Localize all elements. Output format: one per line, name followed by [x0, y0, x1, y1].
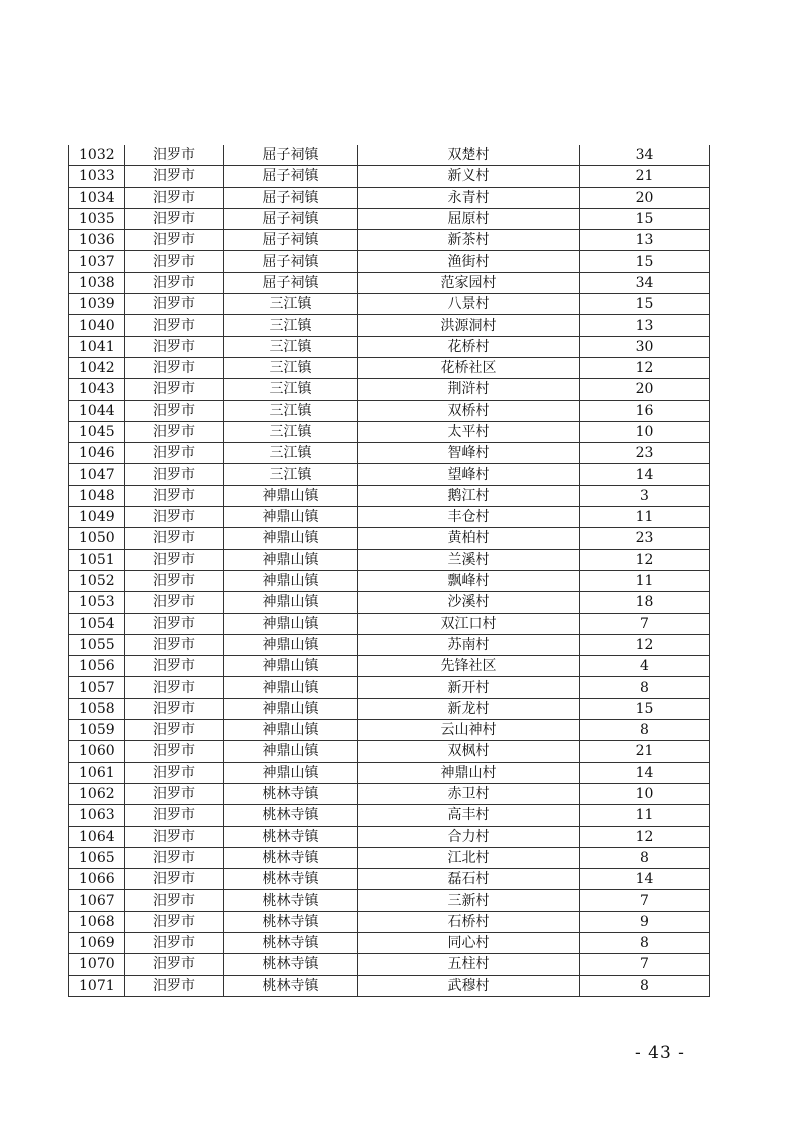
- town-cell: 桃林寺镇: [224, 975, 358, 996]
- table-row: [69, 145, 710, 166]
- count-cell: 15: [580, 208, 710, 229]
- row-number-cell: 1065: [69, 847, 125, 868]
- town-cell: 神鼎山镇: [224, 741, 358, 762]
- row-number-cell: 1066: [69, 869, 125, 890]
- row-number-cell: 1039: [69, 294, 125, 315]
- count-cell: 7: [580, 954, 710, 975]
- city-cell: 汨罗市: [125, 379, 224, 400]
- table-row: [69, 634, 710, 655]
- count-cell: 14: [580, 869, 710, 890]
- village-cell: 范家园村: [358, 272, 580, 293]
- table-row: [69, 507, 710, 528]
- town-cell: 神鼎山镇: [224, 592, 358, 613]
- city-cell: 汨罗市: [125, 634, 224, 655]
- village-cell: 望峰村: [358, 464, 580, 485]
- town-cell: 神鼎山镇: [224, 507, 358, 528]
- city-cell: 汨罗市: [125, 400, 224, 421]
- city-cell: 汨罗市: [125, 677, 224, 698]
- village-cell: 双桥村: [358, 400, 580, 421]
- city-cell: 汨罗市: [125, 720, 224, 741]
- count-cell: 12: [580, 634, 710, 655]
- village-cell: 花桥社区: [358, 357, 580, 378]
- count-cell: 7: [580, 890, 710, 911]
- table-row: [69, 315, 710, 336]
- table-row: [69, 187, 710, 208]
- town-cell: 神鼎山镇: [224, 762, 358, 783]
- count-cell: 9: [580, 911, 710, 932]
- town-cell: 三江镇: [224, 400, 358, 421]
- count-cell: 11: [580, 507, 710, 528]
- row-number-cell: 1036: [69, 230, 125, 251]
- row-number-cell: 1046: [69, 443, 125, 464]
- village-cell: 武穆村: [358, 975, 580, 996]
- count-cell: 21: [580, 166, 710, 187]
- village-table: [68, 145, 710, 997]
- table-row: [69, 421, 710, 442]
- town-cell: 屈子祠镇: [224, 187, 358, 208]
- town-cell: 神鼎山镇: [224, 720, 358, 741]
- count-cell: 15: [580, 251, 710, 272]
- row-number-cell: 1061: [69, 762, 125, 783]
- village-cell: 五柱村: [358, 954, 580, 975]
- row-number-cell: 1070: [69, 954, 125, 975]
- city-cell: 汨罗市: [125, 954, 224, 975]
- row-number-cell: 1054: [69, 613, 125, 634]
- table-row: [69, 975, 710, 996]
- town-cell: 桃林寺镇: [224, 911, 358, 932]
- count-cell: 34: [580, 272, 710, 293]
- city-cell: 汨罗市: [125, 421, 224, 442]
- table-row: [69, 869, 710, 890]
- village-cell: 荆浒村: [358, 379, 580, 400]
- row-number-cell: 1047: [69, 464, 125, 485]
- town-cell: 屈子祠镇: [224, 145, 358, 166]
- village-cell: 石桥村: [358, 911, 580, 932]
- city-cell: 汨罗市: [125, 741, 224, 762]
- village-cell: 黄柏村: [358, 528, 580, 549]
- count-cell: 21: [580, 741, 710, 762]
- table-row: [69, 890, 710, 911]
- village-cell: 兰溪村: [358, 549, 580, 570]
- city-cell: 汨罗市: [125, 166, 224, 187]
- town-cell: 神鼎山镇: [224, 570, 358, 591]
- table-row: [69, 720, 710, 741]
- city-cell: 汨罗市: [125, 507, 224, 528]
- row-number-cell: 1067: [69, 890, 125, 911]
- row-number-cell: 1059: [69, 720, 125, 741]
- table-row: [69, 677, 710, 698]
- table-row: [69, 762, 710, 783]
- town-cell: 神鼎山镇: [224, 634, 358, 655]
- town-cell: 屈子祠镇: [224, 166, 358, 187]
- village-cell: 同心村: [358, 932, 580, 953]
- count-cell: 18: [580, 592, 710, 613]
- row-number-cell: 1064: [69, 826, 125, 847]
- city-cell: 汨罗市: [125, 357, 224, 378]
- table-row: [69, 230, 710, 251]
- row-number-cell: 1043: [69, 379, 125, 400]
- town-cell: 三江镇: [224, 421, 358, 442]
- count-cell: 13: [580, 230, 710, 251]
- count-cell: 4: [580, 656, 710, 677]
- row-number-cell: 1038: [69, 272, 125, 293]
- table-row: [69, 485, 710, 506]
- city-cell: 汨罗市: [125, 187, 224, 208]
- row-number-cell: 1068: [69, 911, 125, 932]
- page-number: - 43 -: [635, 1043, 685, 1063]
- count-cell: 14: [580, 464, 710, 485]
- table-row: [69, 528, 710, 549]
- row-number-cell: 1040: [69, 315, 125, 336]
- table-row: [69, 911, 710, 932]
- town-cell: 神鼎山镇: [224, 528, 358, 549]
- count-cell: 11: [580, 805, 710, 826]
- table-row: [69, 570, 710, 591]
- town-cell: 屈子祠镇: [224, 272, 358, 293]
- count-cell: 8: [580, 932, 710, 953]
- town-cell: 神鼎山镇: [224, 613, 358, 634]
- city-cell: 汨罗市: [125, 315, 224, 336]
- row-number-cell: 1049: [69, 507, 125, 528]
- village-cell: 智峰村: [358, 443, 580, 464]
- village-cell: 赤卫村: [358, 783, 580, 804]
- town-cell: 桃林寺镇: [224, 783, 358, 804]
- row-number-cell: 1035: [69, 208, 125, 229]
- count-cell: 3: [580, 485, 710, 506]
- table-row: [69, 251, 710, 272]
- town-cell: 屈子祠镇: [224, 208, 358, 229]
- count-cell: 11: [580, 570, 710, 591]
- row-number-cell: 1063: [69, 805, 125, 826]
- table-row: [69, 805, 710, 826]
- village-cell: 高丰村: [358, 805, 580, 826]
- table-row: [69, 613, 710, 634]
- town-cell: 神鼎山镇: [224, 656, 358, 677]
- table-row: [69, 443, 710, 464]
- count-cell: 10: [580, 783, 710, 804]
- table-row: [69, 741, 710, 762]
- count-cell: 14: [580, 762, 710, 783]
- village-cell: 江北村: [358, 847, 580, 868]
- city-cell: 汨罗市: [125, 230, 224, 251]
- count-cell: 8: [580, 975, 710, 996]
- row-number-cell: 1032: [69, 145, 125, 166]
- village-cell: 磊石村: [358, 869, 580, 890]
- row-number-cell: 1050: [69, 528, 125, 549]
- table-body: [69, 145, 710, 996]
- row-number-cell: 1055: [69, 634, 125, 655]
- village-cell: 新龙村: [358, 698, 580, 719]
- row-number-cell: 1069: [69, 932, 125, 953]
- count-cell: 23: [580, 443, 710, 464]
- village-cell: 双枫村: [358, 741, 580, 762]
- town-cell: 三江镇: [224, 315, 358, 336]
- table-row: [69, 166, 710, 187]
- city-cell: 汨罗市: [125, 890, 224, 911]
- count-cell: 12: [580, 549, 710, 570]
- row-number-cell: 1041: [69, 336, 125, 357]
- village-cell: 屈原村: [358, 208, 580, 229]
- town-cell: 桃林寺镇: [224, 890, 358, 911]
- count-cell: 20: [580, 379, 710, 400]
- count-cell: 30: [580, 336, 710, 357]
- city-cell: 汨罗市: [125, 443, 224, 464]
- row-number-cell: 1060: [69, 741, 125, 762]
- count-cell: 7: [580, 613, 710, 634]
- city-cell: 汨罗市: [125, 294, 224, 315]
- town-cell: 桃林寺镇: [224, 869, 358, 890]
- count-cell: 8: [580, 720, 710, 741]
- row-number-cell: 1044: [69, 400, 125, 421]
- count-cell: 20: [580, 187, 710, 208]
- city-cell: 汨罗市: [125, 783, 224, 804]
- table-row: [69, 783, 710, 804]
- count-cell: 8: [580, 677, 710, 698]
- city-cell: 汨罗市: [125, 592, 224, 613]
- row-number-cell: 1034: [69, 187, 125, 208]
- village-cell: 永青村: [358, 187, 580, 208]
- village-cell: 沙溪村: [358, 592, 580, 613]
- village-cell: 新义村: [358, 166, 580, 187]
- village-cell: 飘峰村: [358, 570, 580, 591]
- village-cell: 新茶村: [358, 230, 580, 251]
- village-cell: 先锋社区: [358, 656, 580, 677]
- village-cell: 苏南村: [358, 634, 580, 655]
- table-row: [69, 208, 710, 229]
- town-cell: 屈子祠镇: [224, 251, 358, 272]
- city-cell: 汨罗市: [125, 975, 224, 996]
- table-row: [69, 549, 710, 570]
- town-cell: 桃林寺镇: [224, 932, 358, 953]
- town-cell: 神鼎山镇: [224, 485, 358, 506]
- town-cell: 桃林寺镇: [224, 805, 358, 826]
- table-row: [69, 847, 710, 868]
- city-cell: 汨罗市: [125, 847, 224, 868]
- city-cell: 汨罗市: [125, 145, 224, 166]
- count-cell: 15: [580, 294, 710, 315]
- village-cell: 神鼎山村: [358, 762, 580, 783]
- table-row: [69, 592, 710, 613]
- table-row: [69, 932, 710, 953]
- city-cell: 汨罗市: [125, 805, 224, 826]
- town-cell: 桃林寺镇: [224, 847, 358, 868]
- town-cell: 神鼎山镇: [224, 677, 358, 698]
- row-number-cell: 1048: [69, 485, 125, 506]
- table-row: [69, 336, 710, 357]
- city-cell: 汨罗市: [125, 656, 224, 677]
- table-row: [69, 656, 710, 677]
- city-cell: 汨罗市: [125, 336, 224, 357]
- row-number-cell: 1057: [69, 677, 125, 698]
- village-cell: 双江口村: [358, 613, 580, 634]
- town-cell: 三江镇: [224, 357, 358, 378]
- city-cell: 汨罗市: [125, 869, 224, 890]
- village-cell: 云山神村: [358, 720, 580, 741]
- city-cell: 汨罗市: [125, 613, 224, 634]
- city-cell: 汨罗市: [125, 698, 224, 719]
- town-cell: 三江镇: [224, 464, 358, 485]
- row-number-cell: 1056: [69, 656, 125, 677]
- town-cell: 神鼎山镇: [224, 549, 358, 570]
- village-cell: 丰仓村: [358, 507, 580, 528]
- city-cell: 汨罗市: [125, 932, 224, 953]
- village-cell: 花桥村: [358, 336, 580, 357]
- city-cell: 汨罗市: [125, 251, 224, 272]
- count-cell: 13: [580, 315, 710, 336]
- table-row: [69, 954, 710, 975]
- village-cell: 鹅江村: [358, 485, 580, 506]
- count-cell: 16: [580, 400, 710, 421]
- city-cell: 汨罗市: [125, 485, 224, 506]
- count-cell: 12: [580, 826, 710, 847]
- village-cell: 双楚村: [358, 145, 580, 166]
- row-number-cell: 1037: [69, 251, 125, 272]
- table-row: [69, 464, 710, 485]
- village-cell: 渔街村: [358, 251, 580, 272]
- count-cell: 12: [580, 357, 710, 378]
- count-cell: 34: [580, 145, 710, 166]
- town-cell: 桃林寺镇: [224, 826, 358, 847]
- city-cell: 汨罗市: [125, 208, 224, 229]
- village-cell: 八景村: [358, 294, 580, 315]
- table-row: [69, 272, 710, 293]
- table-row: [69, 400, 710, 421]
- city-cell: 汨罗市: [125, 826, 224, 847]
- city-cell: 汨罗市: [125, 570, 224, 591]
- table-row: [69, 357, 710, 378]
- count-cell: 15: [580, 698, 710, 719]
- city-cell: 汨罗市: [125, 549, 224, 570]
- row-number-cell: 1071: [69, 975, 125, 996]
- village-cell: 合力村: [358, 826, 580, 847]
- table-row: [69, 698, 710, 719]
- count-cell: 10: [580, 421, 710, 442]
- city-cell: 汨罗市: [125, 911, 224, 932]
- town-cell: 三江镇: [224, 294, 358, 315]
- row-number-cell: 1045: [69, 421, 125, 442]
- town-cell: 神鼎山镇: [224, 698, 358, 719]
- village-cell: 洪源洞村: [358, 315, 580, 336]
- row-number-cell: 1062: [69, 783, 125, 804]
- row-number-cell: 1042: [69, 357, 125, 378]
- town-cell: 三江镇: [224, 379, 358, 400]
- table-row: [69, 379, 710, 400]
- town-cell: 屈子祠镇: [224, 230, 358, 251]
- city-cell: 汨罗市: [125, 272, 224, 293]
- row-number-cell: 1033: [69, 166, 125, 187]
- table-row: [69, 294, 710, 315]
- table-row: [69, 826, 710, 847]
- village-cell: 三新村: [358, 890, 580, 911]
- row-number-cell: 1052: [69, 570, 125, 591]
- town-cell: 三江镇: [224, 336, 358, 357]
- row-number-cell: 1051: [69, 549, 125, 570]
- city-cell: 汨罗市: [125, 528, 224, 549]
- village-cell: 太平村: [358, 421, 580, 442]
- town-cell: 三江镇: [224, 443, 358, 464]
- count-cell: 8: [580, 847, 710, 868]
- count-cell: 23: [580, 528, 710, 549]
- city-cell: 汨罗市: [125, 762, 224, 783]
- village-cell: 新开村: [358, 677, 580, 698]
- row-number-cell: 1058: [69, 698, 125, 719]
- city-cell: 汨罗市: [125, 464, 224, 485]
- town-cell: 桃林寺镇: [224, 954, 358, 975]
- row-number-cell: 1053: [69, 592, 125, 613]
